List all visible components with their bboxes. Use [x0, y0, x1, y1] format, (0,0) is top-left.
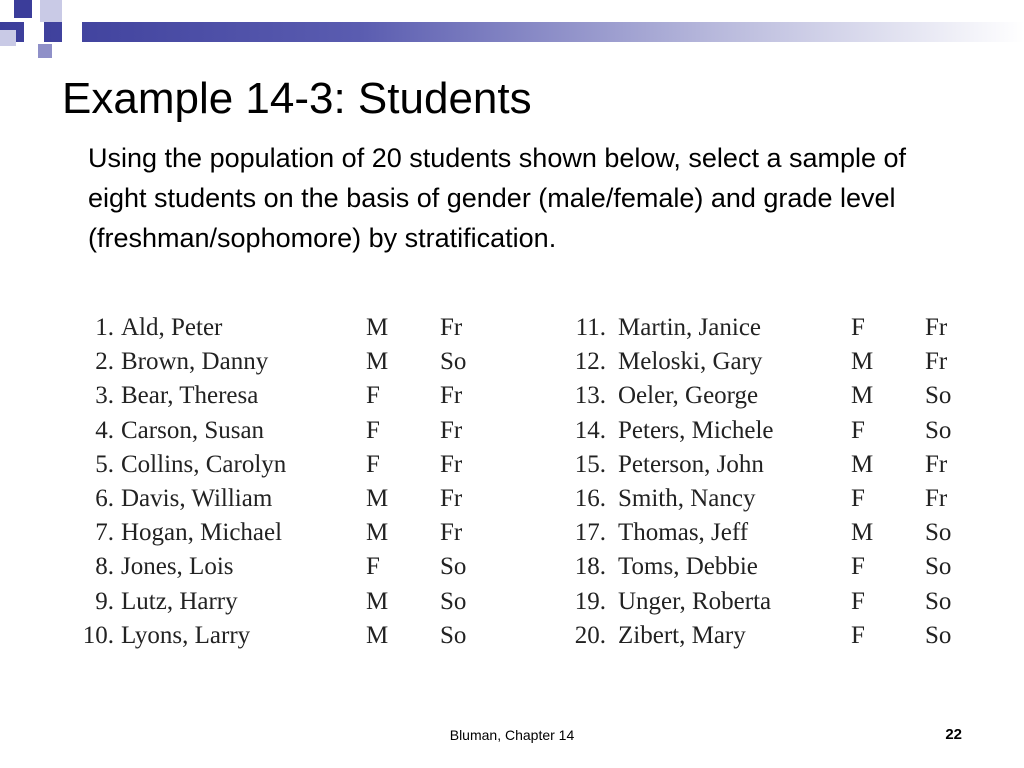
- student-gender: M: [851, 450, 874, 478]
- student-grade: Fr: [440, 382, 463, 410]
- student-gender: F: [851, 416, 865, 444]
- student-name: Toms, Debbie: [618, 553, 758, 581]
- student-grade: Fr: [440, 314, 463, 341]
- student-gender: F: [851, 553, 865, 581]
- decor-square: [24, 22, 44, 42]
- student-gender: F: [851, 484, 865, 512]
- student-name: Meloski, Gary: [618, 348, 763, 376]
- student-number: 5.: [95, 450, 114, 478]
- student-name: Davis, William: [121, 484, 273, 512]
- decor-square: [14, 0, 32, 18]
- student-grade: So: [440, 553, 467, 581]
- decor-square: [40, 0, 62, 22]
- student-grade: Fr: [925, 484, 948, 512]
- student-number: 8.: [95, 553, 114, 581]
- student-grade: Fr: [925, 348, 948, 376]
- student-number: 19.: [574, 587, 606, 615]
- student-number: 14.: [574, 416, 606, 444]
- student-name: Oeler, George: [618, 382, 759, 410]
- student-grade: Fr: [925, 314, 948, 341]
- student-grade: So: [440, 621, 467, 649]
- student-grade: Fr: [440, 484, 463, 512]
- student-grade: Fr: [440, 416, 463, 444]
- student-gender: F: [851, 314, 865, 341]
- student-gender: M: [366, 621, 389, 649]
- student-gender: F: [851, 587, 865, 615]
- student-grade: So: [925, 519, 952, 547]
- student-name: Collins, Carolyn: [121, 450, 287, 478]
- page-number: 22: [945, 726, 962, 743]
- footer-source: Bluman, Chapter 14: [449, 727, 575, 743]
- student-gender: M: [366, 484, 389, 512]
- student-gender: M: [366, 314, 389, 341]
- student-gender: F: [851, 621, 865, 649]
- student-grade: Fr: [440, 450, 463, 478]
- header-gradient-band: [0, 22, 1024, 42]
- student-gender: F: [366, 416, 380, 444]
- student-grade: So: [925, 382, 952, 410]
- student-number: 15.: [574, 450, 606, 478]
- student-gender: M: [851, 382, 874, 410]
- student-gender: F: [366, 553, 380, 581]
- student-gender: M: [366, 348, 389, 376]
- student-gender: M: [366, 519, 389, 547]
- student-number: 2.: [95, 348, 114, 376]
- student-grade: Fr: [440, 519, 463, 547]
- student-number: 11.: [575, 314, 606, 341]
- student-number: 3.: [95, 382, 114, 410]
- student-number: 12.: [574, 348, 606, 376]
- student-gender: F: [366, 450, 380, 478]
- student-number: 4.: [95, 416, 114, 444]
- student-name: Bear, Theresa: [121, 382, 259, 410]
- student-grade: Fr: [925, 450, 948, 478]
- student-number: 7.: [95, 519, 114, 547]
- student-name: Ald, Peter: [121, 314, 223, 341]
- student-gender: M: [851, 519, 874, 547]
- student-gender: F: [366, 382, 380, 410]
- student-number: 6.: [95, 484, 114, 512]
- student-number: 20.: [574, 621, 606, 649]
- student-name: Unger, Roberta: [618, 587, 772, 615]
- decor-square: [38, 44, 52, 58]
- student-name: Zibert, Mary: [618, 621, 746, 649]
- student-name: Thomas, Jeff: [618, 519, 749, 547]
- decor-square: [0, 30, 16, 46]
- student-grade: So: [440, 348, 467, 376]
- student-name: Brown, Danny: [121, 348, 269, 376]
- student-number: 1.: [95, 314, 114, 341]
- student-gender: M: [366, 587, 389, 615]
- student-grade: So: [925, 621, 952, 649]
- student-number: 17.: [574, 519, 606, 547]
- student-name: Peterson, John: [618, 450, 764, 478]
- student-number: 16.: [574, 484, 606, 512]
- decor-square: [62, 22, 82, 42]
- student-name: Jones, Lois: [121, 553, 234, 581]
- student-number: 13.: [574, 382, 606, 410]
- student-name: Hogan, Michael: [121, 519, 283, 547]
- student-grade: So: [440, 587, 467, 615]
- student-gender: M: [851, 348, 874, 376]
- student-grade: So: [925, 416, 952, 444]
- student-grade: So: [925, 587, 952, 615]
- student-number: 10.: [82, 621, 114, 649]
- student-number: 18.: [574, 553, 606, 581]
- student-name: Lutz, Harry: [121, 587, 238, 615]
- slide-title: Example 14-3: Students: [62, 74, 532, 123]
- student-number: 9.: [95, 587, 114, 615]
- student-name: Peters, Michele: [618, 416, 774, 444]
- student-name: Carson, Susan: [121, 416, 265, 444]
- student-name: Lyons, Larry: [121, 621, 251, 649]
- slide-description: Using the population of 20 students shown below, select a sample of eight students on the basis of gender (male/female) and grade level (freshman/sophomore) by stratification.: [88, 143, 907, 253]
- student-grade: So: [925, 553, 952, 581]
- student-name: Smith, Nancy: [618, 484, 756, 512]
- student-name: Martin, Janice: [618, 314, 762, 341]
